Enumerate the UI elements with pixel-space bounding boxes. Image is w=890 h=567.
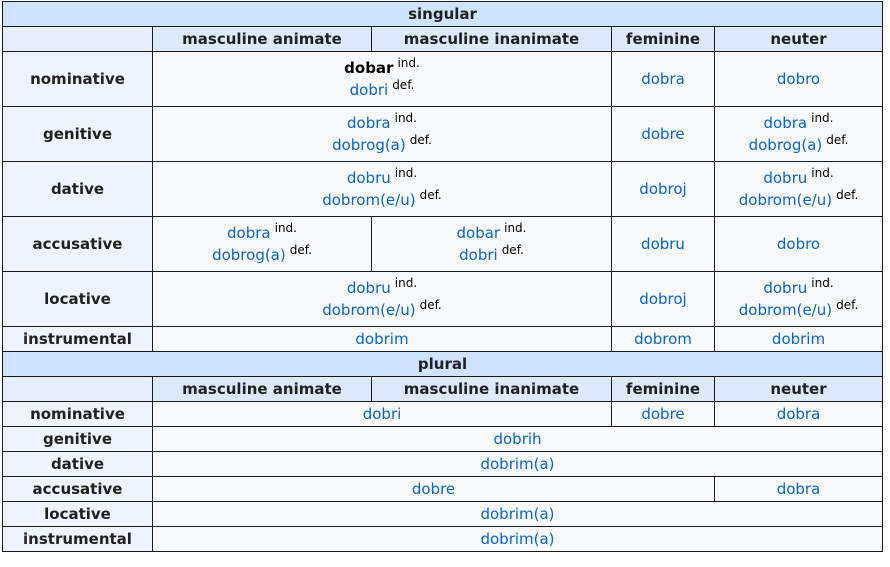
form-link[interactable]: dobar [456,224,501,242]
sg-ins-feminine-cell [612,327,715,352]
def-marker: def. [501,243,524,257]
case-label-genitive: genitive [3,427,153,452]
form-link[interactable]: dobrim(a) [480,455,555,473]
sg-ins-masculine-cell [153,327,612,352]
form-link[interactable]: dobrom(e/u) [322,301,416,319]
sg-acc-neuter-cell [715,217,883,272]
ind-marker: ind. [274,221,297,235]
case-label-instrumental: instrumental [3,327,153,352]
pl-nom-feminine-cell [612,402,715,427]
form-link[interactable]: dobrog(a) [212,246,286,264]
sg-loc-feminine-cell [612,272,715,327]
ind-marker: ind. [811,111,834,125]
form-link[interactable]: dobrom(e/u) [322,191,416,209]
ind-marker: ind. [394,276,418,290]
form-link[interactable]: dobra [227,224,271,242]
form-link[interactable]: dobri [349,81,389,99]
form-link[interactable]: dobru [346,169,391,187]
header-masculine-inanimate: masculine inanimate [372,377,612,402]
sg-nom-neuter-cell [715,52,883,107]
form-link[interactable]: dobri [459,246,498,264]
sg-acc-masculine-animate-cell [153,217,372,272]
form-link[interactable]: dobrim(a) [480,505,555,523]
case-label-genitive: genitive [3,107,153,162]
form-link[interactable]: dobru [346,279,391,297]
pl-nom-neuter-cell [715,402,883,427]
sg-gen-neuter-cell [715,107,883,162]
header-masculine-inanimate: masculine inanimate [372,27,612,52]
plural-section-title: plural [3,352,883,377]
case-label-instrumental: instrumental [3,527,153,552]
form-link[interactable]: dobre [641,405,685,423]
def-marker: def. [409,133,432,147]
form-link[interactable]: dobra [763,114,808,132]
form-link[interactable]: dobrom(e/u) [738,191,833,209]
ind-marker: ind. [394,166,418,180]
sg-nom-feminine-cell [612,52,715,107]
sg-gen-feminine-cell [612,107,715,162]
case-label-locative: locative [3,272,153,327]
header-masculine-animate: masculine animate [153,377,372,402]
form-link[interactable]: dobro [776,70,821,88]
header-feminine: feminine [612,377,715,402]
ind-marker: ind. [504,221,527,235]
form-link[interactable]: dobra [641,70,685,88]
header-neuter: neuter [715,27,883,52]
sg-nom-masculine-cell [153,52,612,107]
ind-marker: ind. [811,276,834,290]
form-link[interactable]: dobrog(a) [332,136,406,154]
sg-dat-masculine-cell [153,162,612,217]
case-label-accusative: accusative [3,477,153,502]
pl-nom-masculine-cell [153,402,612,427]
form-link[interactable]: dobrim(a) [480,530,555,548]
case-label-dative: dative [3,162,153,217]
header-corner [3,27,153,52]
sg-gen-masculine-cell [153,107,612,162]
sg-dat-neuter-cell [715,162,883,217]
pl-gen-all-cell [153,427,883,452]
def-marker: def. [289,243,312,257]
header-neuter: neuter [715,377,883,402]
def-marker: def. [836,298,859,312]
form-link[interactable]: dobru [763,279,808,297]
form-link[interactable]: dobri [362,405,402,423]
ind-marker: ind. [397,56,420,70]
form-link[interactable]: dobra [347,114,391,132]
case-label-nominative: nominative [3,402,153,427]
header-feminine: feminine [612,27,715,52]
ind-marker: ind. [394,111,417,125]
def-marker: def. [836,188,859,202]
form-word: dobar [344,59,394,77]
pl-acc-neuter-cell [715,477,883,502]
case-label-nominative: nominative [3,52,153,107]
def-marker: def. [392,78,415,92]
form-link[interactable]: dobra [776,405,821,423]
form-link[interactable]: dobre [641,125,685,143]
sg-loc-masculine-cell [153,272,612,327]
def-marker: def. [419,298,442,312]
header-corner [3,377,153,402]
form-link[interactable]: dobrih [493,430,542,448]
form-link[interactable]: dobrim [771,330,826,348]
def-marker: def. [419,188,442,202]
form-link[interactable]: dobroj [639,180,687,198]
form-link[interactable]: dobrog(a) [748,136,823,154]
case-label-locative: locative [3,502,153,527]
sg-acc-masculine-inanimate-cell [372,217,612,272]
form-link[interactable]: dobrim [355,330,409,348]
case-label-dative: dative [3,452,153,477]
pl-dat-all-cell [153,452,883,477]
def-marker: def. [826,133,849,147]
pl-acc-masc-fem-cell [153,477,715,502]
form-link[interactable]: dobrom(e/u) [738,301,833,319]
form-link[interactable]: dobre [411,480,456,498]
header-masculine-animate: masculine animate [153,27,372,52]
singular-section-title: singular [3,2,883,27]
ind-marker: ind. [811,166,834,180]
case-label-accusative: accusative [3,217,153,272]
sg-loc-neuter-cell [715,272,883,327]
declension-table [2,1,883,552]
sg-acc-feminine-cell [612,217,715,272]
form-link[interactable]: dobroj [639,290,687,308]
form-link[interactable]: dobru [641,235,685,253]
form-link[interactable]: dobro [776,235,821,253]
pl-ins-all-cell [153,527,883,552]
pl-loc-all-cell [153,502,883,527]
sg-dat-feminine-cell [612,162,715,217]
form-link[interactable]: dobru [763,169,808,187]
form-link[interactable]: dobrom [634,330,692,348]
form-link[interactable]: dobra [776,480,821,498]
sg-ins-neuter-cell [715,327,883,352]
